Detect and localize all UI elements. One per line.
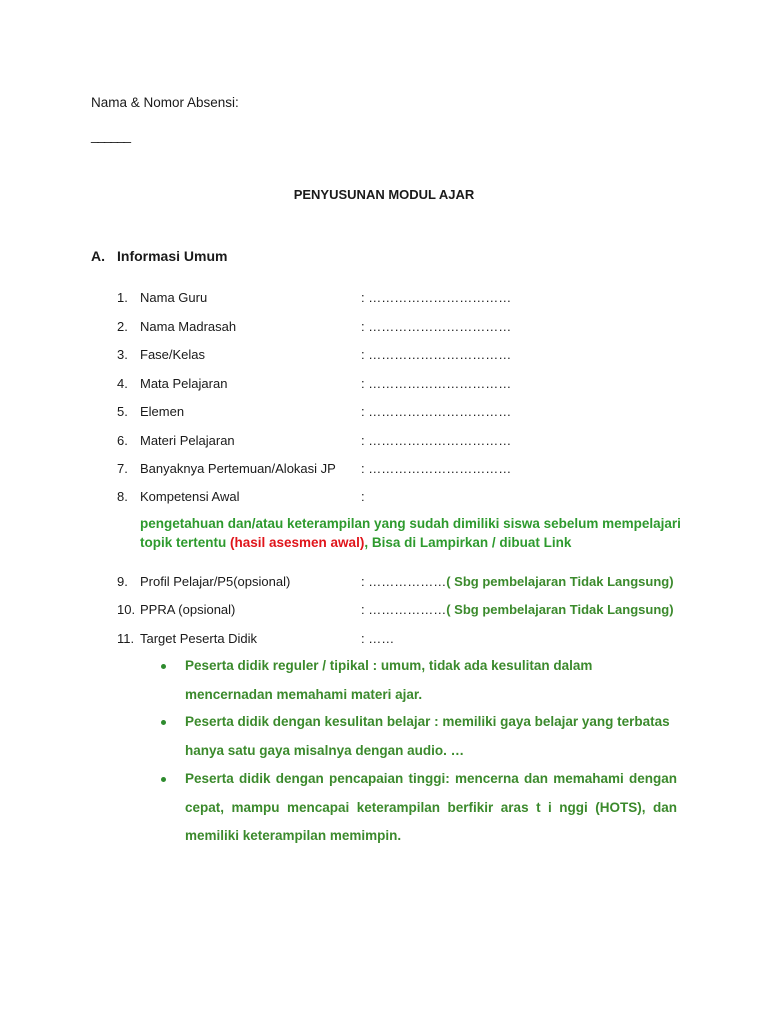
item-label-elemen: Elemen (140, 404, 185, 419)
item-value-field: : …………………………… (361, 347, 512, 362)
item-label-fase-kelas: Fase/Kelas (140, 347, 206, 362)
item-number: 7. (117, 461, 128, 476)
item-value-field: : …………………………… (361, 376, 512, 391)
item-label-nama-guru: Nama Guru (140, 290, 208, 305)
bullet-item-kesulitan-belajar: Peserta didik dengan kesulitan belajar : memiliki gaya belajar yang terbatas hanya satu gaya misalnya dengan audio. … (185, 714, 670, 758)
item-value-field (361, 574, 674, 589)
item-label-ppra: PPRA (opsional) (140, 602, 236, 617)
bullet-dot-icon (161, 664, 166, 669)
kompetensi-note-line-2 (140, 535, 571, 550)
kompetensi-note-text: topik tertentu (140, 535, 230, 550)
item-number: 4. (117, 376, 128, 391)
item-value-field: : (361, 489, 365, 504)
bullet-item-pencapaian-tinggi: Peserta didik dengan pencapaian tinggi: mencerna dan memahami dengan cepat, mampu mencapai keterampilan berfikir aras t i nggi (HOTS), dan memiliki keterampilan memimpin. (185, 771, 677, 843)
item-value-field: : …………………………… (361, 290, 512, 305)
item-label-profil-pelajar: Profil Pelajar/P5(opsional) (140, 574, 291, 589)
item-label-mata-pelajaran: Mata Pelajaran (140, 376, 228, 391)
name-blank-line: ______ (91, 128, 131, 143)
section-letter: A. (91, 248, 105, 264)
item-number: 8. (117, 489, 128, 504)
item-label-kompetensi-awal: Kompetensi Awal (140, 489, 240, 504)
name-and-attendance-label: Nama & Nomor Absensi: (91, 95, 239, 110)
item-dots: : ……………… (361, 574, 447, 589)
item-number: 11. (117, 631, 135, 646)
item-number: 9. (117, 574, 128, 589)
kompetensi-note-line-1: pengetahuan dan/atau keterampilan yang sudah dimiliki siswa sebelum mempelajari (140, 516, 681, 531)
item-number: 6. (117, 433, 128, 448)
item-value-field (361, 602, 674, 617)
item-value-field: : …………………………… (361, 404, 512, 419)
item-label-nama-madrasah: Nama Madrasah (140, 319, 237, 334)
item-dots: : …… (361, 631, 395, 646)
item-number: 10. (117, 602, 136, 617)
item-value-field: : …………………………… (361, 433, 512, 448)
section-title: Informasi Umum (117, 248, 228, 264)
item-number: 2. (117, 319, 128, 334)
item-number: 5. (117, 404, 128, 419)
item-note: ( Sbg pembelajaran Tidak Langsung) (446, 602, 674, 617)
item-label-alokasi-jp: Banyaknya Pertemuan/Alokasi JP (140, 461, 336, 476)
item-value-field: : …………………………… (361, 461, 512, 476)
item-note: ( Sbg pembelajaran Tidak Langsung) (446, 574, 674, 589)
bullet-dot-icon (161, 777, 166, 782)
item-value-field: : …………………………… (361, 319, 512, 334)
document-title: PENYUSUNAN MODUL AJAR (293, 187, 475, 202)
item-dots: : ……………… (361, 602, 447, 617)
bullet-item-reguler: Peserta didik reguler / tipikal : umum, tidak ada kesulitan dalam mencernadan memahami materi ajar. (185, 658, 593, 702)
kompetensi-note-text: , Bisa di Lampirkan / dibuat Link (364, 535, 572, 550)
bullet-dot-icon (161, 720, 166, 725)
kompetensi-note-highlight: (hasil asesmen awal) (230, 535, 365, 550)
item-number: 1. (117, 290, 128, 305)
item-label-target-peserta-didik: Target Peserta Didik (140, 631, 258, 646)
item-value-field (361, 631, 394, 646)
item-label-materi-pelajaran: Materi Pelajaran (140, 433, 235, 448)
item-number: 3. (117, 347, 128, 362)
